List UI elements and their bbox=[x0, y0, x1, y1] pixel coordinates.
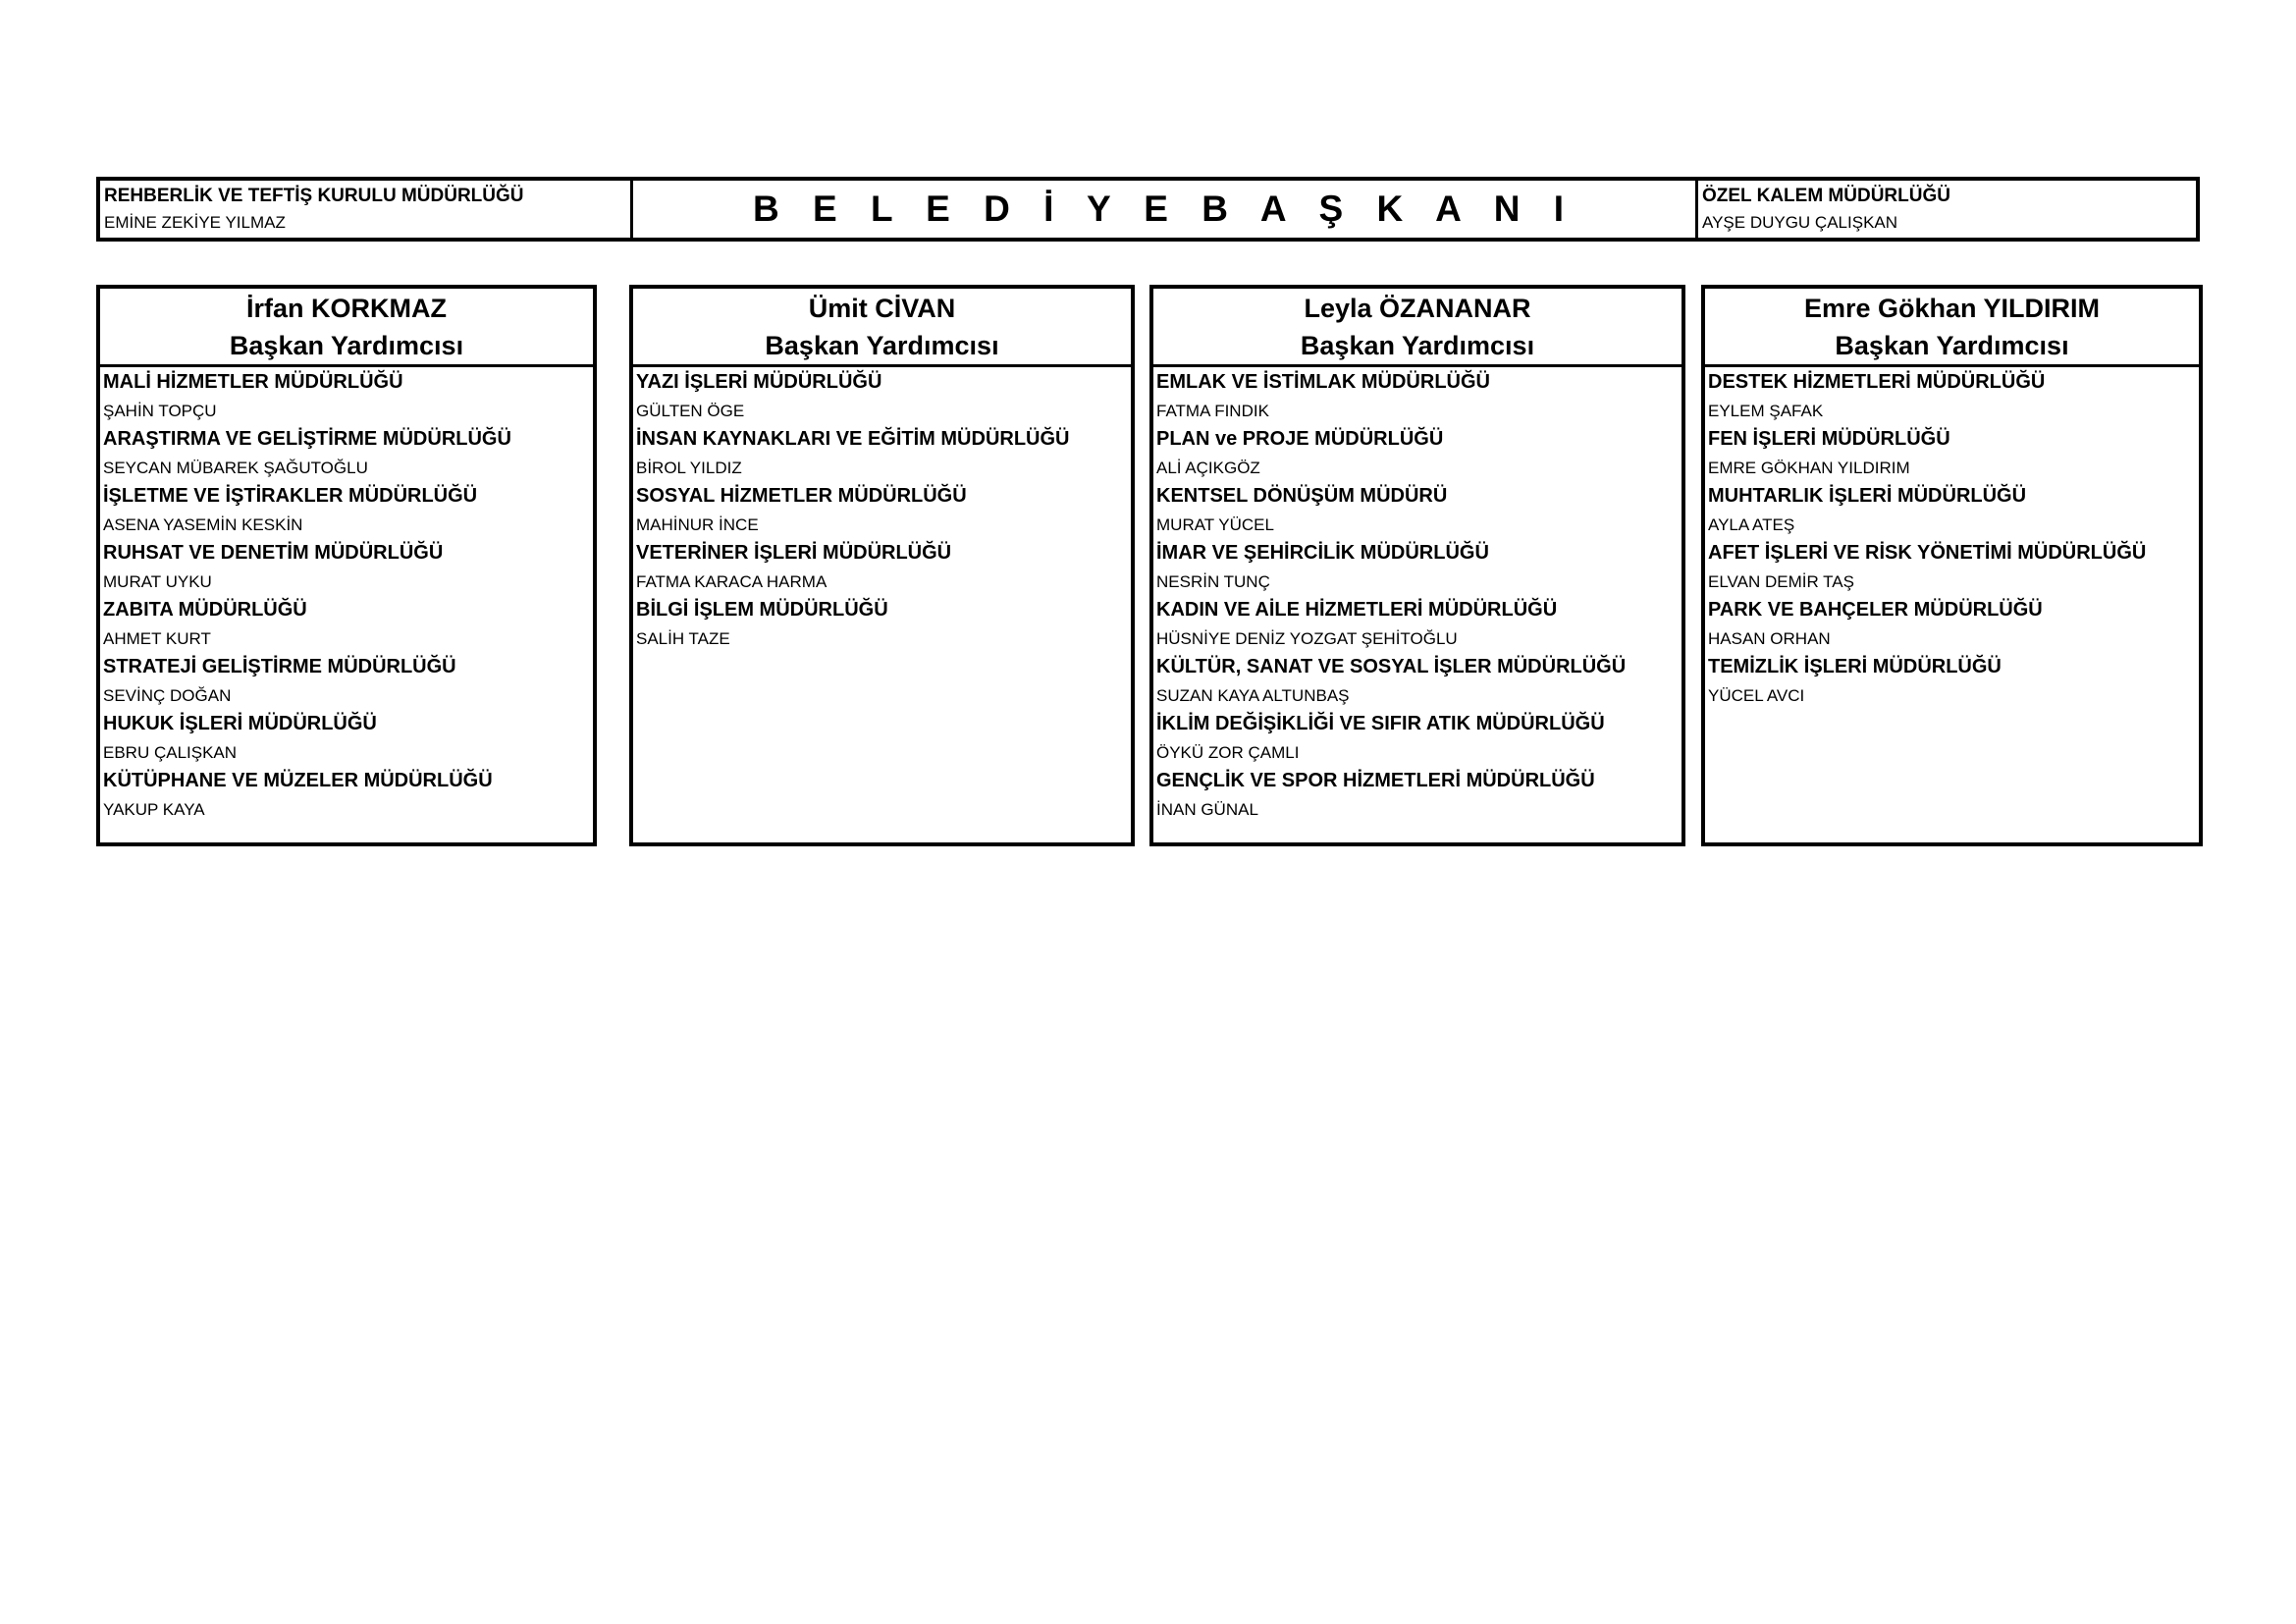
private-office-person: AYŞE DUYGU ÇALIŞKAN bbox=[1702, 213, 1898, 232]
department-name: STRATEJİ GELİŞTİRME MÜDÜRLÜĞÜ bbox=[103, 656, 456, 677]
director-name: İNAN GÜNAL bbox=[1156, 800, 1258, 819]
department-name: KÜLTÜR, SANAT VE SOSYAL İŞLER MÜDÜRLÜĞÜ bbox=[1156, 656, 1627, 677]
director-name: GÜLTEN ÖGE bbox=[636, 402, 745, 420]
department-item bbox=[1156, 482, 1682, 539]
director-name: YAKUP KAYA bbox=[103, 800, 205, 819]
department-name: TEMİZLİK İŞLERİ MÜDÜRLÜĞÜ bbox=[1708, 656, 2002, 677]
director-name: AYLA ATEŞ bbox=[1708, 515, 1795, 534]
department-name: KÜTÜPHANE VE MÜZELER MÜDÜRLÜĞÜ bbox=[103, 770, 493, 791]
private-office-cell bbox=[1695, 181, 2196, 238]
department-name: PLAN ve PROJE MÜDÜRLÜĞÜ bbox=[1156, 428, 1444, 450]
department-item bbox=[103, 482, 593, 539]
department-item bbox=[103, 653, 593, 710]
deputy-name: Leyla ÖZANANAR bbox=[1304, 293, 1531, 323]
department-name: MUHTARLIK İŞLERİ MÜDÜRLÜĞÜ bbox=[1708, 485, 2027, 507]
director-name: ŞAHİN TOPÇU bbox=[103, 402, 217, 420]
deputy-header bbox=[100, 289, 593, 367]
department-name: KADIN VE AİLE HİZMETLERİ MÜDÜRLÜĞÜ bbox=[1156, 599, 1558, 621]
department-item bbox=[1708, 368, 2199, 425]
department-name: İŞLETME VE İŞTİRAKLER MÜDÜRLÜĞÜ bbox=[103, 485, 478, 507]
deputy-role: Başkan Yardımcısı bbox=[1300, 330, 1535, 360]
department-name: İNSAN KAYNAKLARI VE EĞİTİM MÜDÜRLÜĞÜ bbox=[636, 428, 1070, 450]
director-name: HÜSNİYE DENİZ YOZGAT ŞEHİTOĞLU bbox=[1156, 629, 1458, 648]
director-name: EBRU ÇALIŞKAN bbox=[103, 743, 238, 762]
deputy-column-2 bbox=[629, 285, 1135, 846]
department-item bbox=[103, 368, 593, 425]
department-item bbox=[636, 596, 1131, 653]
department-name: FEN İŞLERİ MÜDÜRLÜĞÜ bbox=[1708, 428, 1950, 450]
department-name: ZABITA MÜDÜRLÜĞÜ bbox=[103, 599, 307, 621]
department-name: AFET İŞLERİ VE RİSK YÖNETİMİ MÜDÜRLÜĞÜ bbox=[1708, 542, 2147, 564]
director-name: SEVİNÇ DOĞAN bbox=[103, 686, 232, 705]
deputy-name: Ümit CİVAN bbox=[808, 293, 956, 323]
director-name: MURAT UYKU bbox=[103, 572, 212, 591]
department-name: HUKUK İŞLERİ MÜDÜRLÜĞÜ bbox=[103, 713, 377, 734]
department-name: BİLGİ İŞLEM MÜDÜRLÜĞÜ bbox=[636, 599, 888, 621]
department-name: SOSYAL HİZMETLER MÜDÜRLÜĞÜ bbox=[636, 485, 967, 507]
department-name: GENÇLİK VE SPOR HİZMETLERİ MÜDÜRLÜĞÜ bbox=[1156, 770, 1595, 791]
department-name: EMLAK VE İSTİMLAK MÜDÜRLÜĞÜ bbox=[1156, 371, 1490, 393]
director-name: NESRİN TUNÇ bbox=[1156, 572, 1270, 591]
deputy-column-3 bbox=[1149, 285, 1685, 846]
department-item bbox=[1708, 539, 2199, 596]
inspection-board-person: EMİNE ZEKİYE YILMAZ bbox=[104, 213, 286, 232]
deputy-column-1 bbox=[96, 285, 597, 846]
deputy-header bbox=[633, 289, 1131, 367]
director-name: SUZAN KAYA ALTUNBAŞ bbox=[1156, 686, 1350, 705]
department-item bbox=[103, 425, 593, 482]
department-name: VETERİNER İŞLERİ MÜDÜRLÜĞÜ bbox=[636, 542, 952, 564]
director-name: FATMA FINDIK bbox=[1156, 402, 1269, 420]
department-name: İKLİM DEĞİŞİKLİĞİ VE SIFIR ATIK MÜDÜRLÜĞÜ bbox=[1156, 713, 1605, 734]
deputy-column-4 bbox=[1701, 285, 2203, 846]
deputy-role: Başkan Yardımcısı bbox=[229, 330, 464, 360]
director-name: MAHİNUR İNCE bbox=[636, 515, 759, 534]
department-item bbox=[1708, 596, 2199, 653]
director-name: HASAN ORHAN bbox=[1708, 629, 1831, 648]
deputy-header bbox=[1705, 289, 2199, 367]
director-name: BİROL YILDIZ bbox=[636, 459, 742, 477]
director-name: ÖYKÜ ZOR ÇAMLI bbox=[1156, 743, 1300, 762]
department-item bbox=[636, 368, 1131, 425]
department-item bbox=[1156, 596, 1682, 653]
department-name: RUHSAT VE DENETİM MÜDÜRLÜĞÜ bbox=[103, 542, 444, 564]
deputy-role: Başkan Yardımcısı bbox=[1835, 330, 2069, 360]
deputy-role: Başkan Yardımcısı bbox=[765, 330, 999, 360]
director-name: EMRE GÖKHAN YILDIRIM bbox=[1708, 459, 1910, 477]
department-item bbox=[103, 767, 593, 824]
deputy-header bbox=[1153, 289, 1682, 367]
mayor-title: B E L E D İ Y E B A Ş K A N I bbox=[752, 189, 1575, 229]
department-item bbox=[103, 710, 593, 767]
department-name: KENTSEL DÖNÜŞÜM MÜDÜRÜ bbox=[1156, 485, 1448, 507]
department-item bbox=[636, 539, 1131, 596]
private-office-unit: ÖZEL KALEM MÜDÜRLÜĞÜ bbox=[1702, 186, 1950, 206]
department-item bbox=[103, 539, 593, 596]
mayor-header-bar bbox=[96, 177, 2200, 242]
director-name: AHMET KURT bbox=[103, 629, 211, 648]
director-name: FATMA KARACA HARMA bbox=[636, 572, 828, 591]
department-item bbox=[1156, 710, 1682, 767]
director-name: ALİ AÇIKGÖZ bbox=[1156, 459, 1260, 477]
department-item bbox=[1708, 482, 2199, 539]
department-item bbox=[1156, 653, 1682, 710]
department-item bbox=[1156, 539, 1682, 596]
department-item bbox=[103, 596, 593, 653]
director-name: ELVAN DEMİR TAŞ bbox=[1708, 572, 1854, 591]
department-item bbox=[636, 482, 1131, 539]
inspection-board-cell bbox=[100, 181, 633, 238]
department-item bbox=[1156, 368, 1682, 425]
department-name: PARK VE BAHÇELER MÜDÜRLÜĞÜ bbox=[1708, 599, 2043, 621]
director-name: YÜCEL AVCI bbox=[1708, 686, 1805, 705]
inspection-board-unit: REHBERLİK VE TEFTİŞ KURULU MÜDÜRLÜĞÜ bbox=[104, 186, 524, 206]
deputy-name: Emre Gökhan YILDIRIM bbox=[1803, 293, 2101, 323]
director-name: SEYCAN MÜBAREK ŞAĞUTOĞLU bbox=[103, 459, 368, 477]
department-item bbox=[1708, 653, 2199, 710]
department-list bbox=[633, 367, 1131, 653]
department-list bbox=[1705, 367, 2199, 710]
department-name: YAZI İŞLERİ MÜDÜRLÜĞÜ bbox=[636, 371, 882, 393]
department-item bbox=[636, 425, 1131, 482]
director-name: ASENA YASEMİN KESKİN bbox=[103, 515, 303, 534]
department-list bbox=[1153, 367, 1682, 824]
deputy-name: İrfan KORKMAZ bbox=[246, 293, 447, 323]
department-list bbox=[100, 367, 593, 824]
department-item bbox=[1156, 425, 1682, 482]
department-name: MALİ HİZMETLER MÜDÜRLÜĞÜ bbox=[103, 371, 403, 393]
director-name: SALİH TAZE bbox=[636, 629, 730, 648]
department-item bbox=[1708, 425, 2199, 482]
director-name: MURAT YÜCEL bbox=[1156, 515, 1274, 534]
department-name: DESTEK HİZMETLERİ MÜDÜRLÜĞÜ bbox=[1708, 371, 2046, 393]
department-name: ARAŞTIRMA VE GELİŞTİRME MÜDÜRLÜĞÜ bbox=[103, 428, 511, 450]
department-name: İMAR VE ŞEHİRCİLİK MÜDÜRLÜĞÜ bbox=[1156, 542, 1489, 564]
director-name: EYLEM ŞAFAK bbox=[1708, 402, 1824, 420]
department-item bbox=[1156, 767, 1682, 824]
